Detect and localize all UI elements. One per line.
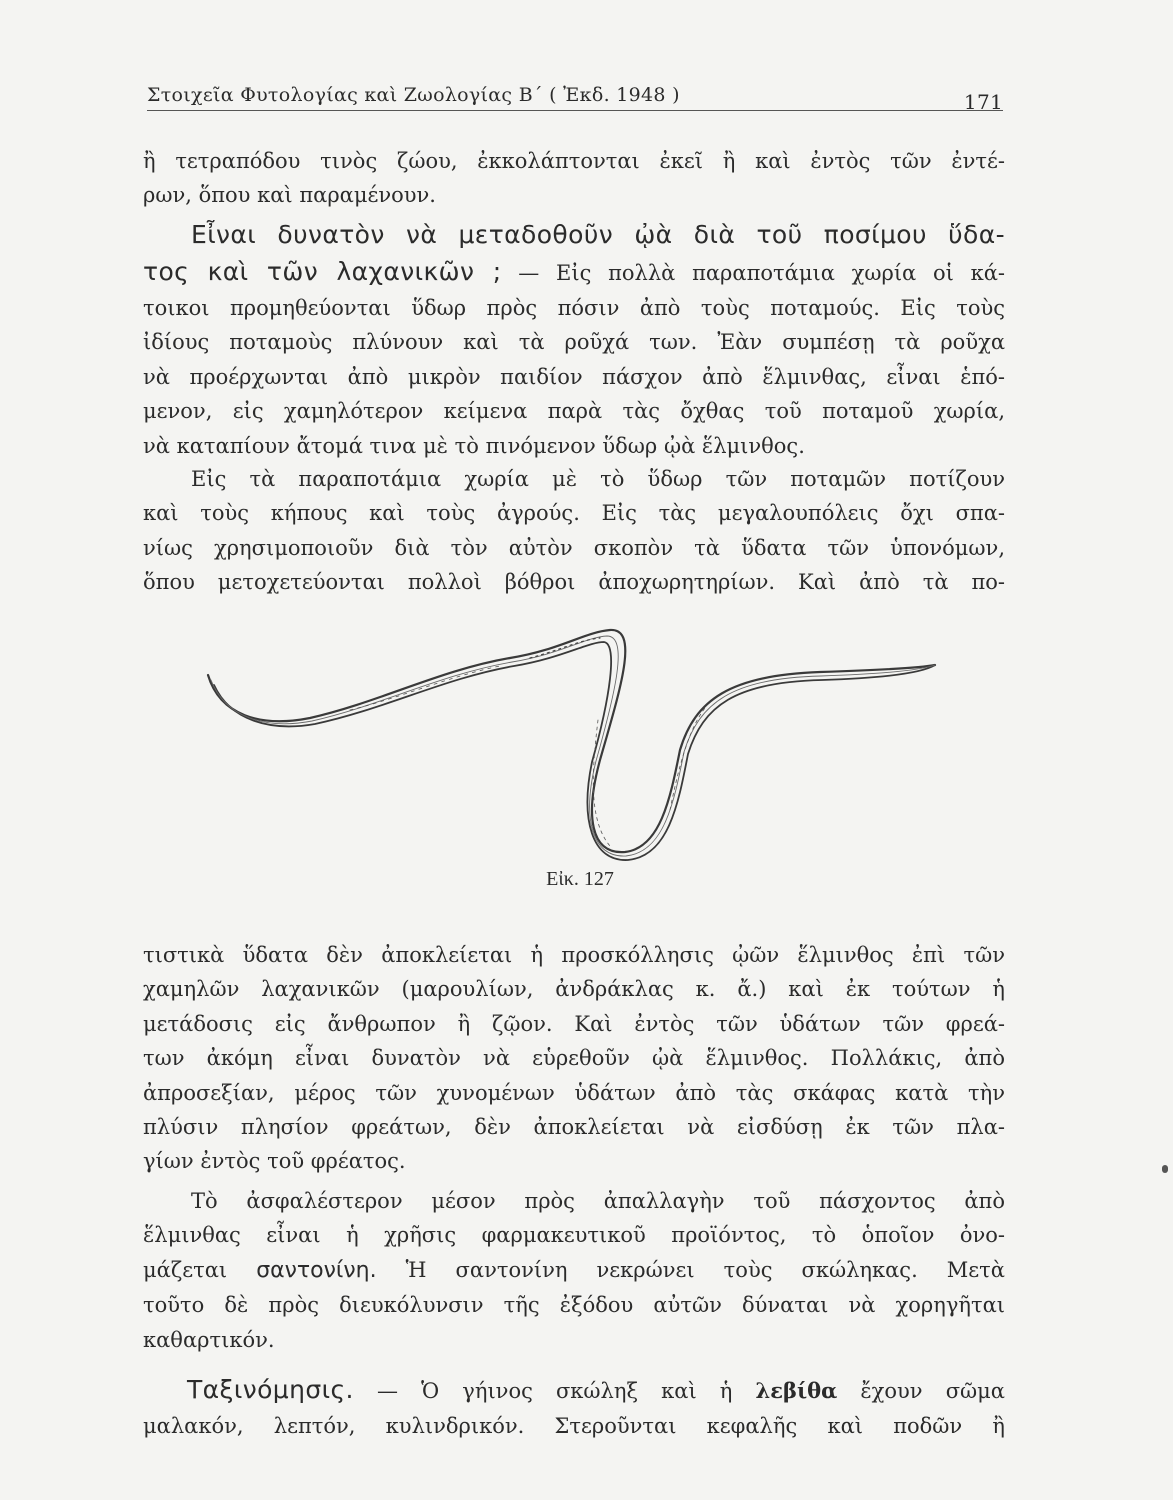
text-line <box>143 1372 1005 1409</box>
text-line: πλύσιν πλησίον φρεάτων, δὲν ἀποκλείεται νὰ εἰσδύσῃ ἐκ τῶν πλα- <box>143 1115 1005 1140</box>
paragraph-3 <box>143 462 1005 600</box>
term-lebitha: λεβίθα <box>755 1378 838 1403</box>
text-line: μαλακόν, λεπτόν, κυλινδρικόν. Στεροῦνται κεφαλῆς καὶ ποδῶν ἢ <box>143 1414 1005 1438</box>
print-speck <box>1162 1165 1168 1173</box>
running-head <box>147 84 1003 114</box>
page-number: 171 <box>963 90 1003 114</box>
text-line <box>143 1253 1005 1288</box>
text-line: νίως χρησιμοποιοῦν διὰ τὸν αὐτὸν σκοπὸν τὰ ὕδατα τῶν ὑπονόμων, <box>143 535 1005 560</box>
text-line: Τὸ ἀσφαλέστερον μέσον πρὸς ἀπαλλαγὴν τοῦ πάσχοντος ἀπὸ <box>191 1189 1005 1213</box>
text-line: γίων ἐντὸς τοῦ φρέατος. <box>143 1149 406 1174</box>
text-line <box>143 254 1005 291</box>
text-line: των ἀκόμη εἶναι δυνατὸν νὰ εὑρεθοῦν ᾠὰ ἕλμινθος. Πολλάκις, ἀπὸ <box>143 1046 1005 1071</box>
text-span: — Ὁ γήινος σκώληξ καὶ ἡ <box>353 1379 756 1403</box>
text-line: τιστικὰ ὕδατα δὲν ἀποκλείεται ἡ προσκόλλησις ᾠῶν ἕλμινθος ἐπὶ τῶν <box>143 943 1005 967</box>
paragraph-2 <box>143 216 1005 463</box>
text-line: ρων, ὅπου καὶ παραμένουν. <box>143 183 436 208</box>
text-line: καὶ τοὺς κήπους καὶ τοὺς ἀγρούς. Εἰς τὰς μεγαλουπόλεις ὄχι σπα- <box>143 501 1005 526</box>
text-line: μετάδοσις εἰς ἄνθρωπον ἢ ζῷον. Καὶ ἐντὸς τῶν ὑδάτων τῶν φρεά- <box>143 1011 1005 1036</box>
text-line: ἰδίους ποταμοὺς πλύνουν καὶ τὰ ροῦχά των. Ἐὰν συμπέσῃ τὰ ροῦχα <box>143 330 1005 355</box>
figure-caption: Εἰκ. 127 <box>546 868 614 890</box>
text-line: νὰ καταπίουν ἄτομά τινα μὲ τὸ πινόμενον ὕδωρ ᾠὰ ἕλμινθος. <box>143 433 805 458</box>
term-santonin: σαντονίνη. <box>256 1257 377 1283</box>
text-span: Ἡ σαντονίνη νεκρώνει τοὺς σκώληκας. Μετὰ <box>376 1257 1005 1282</box>
section-heading: τος καὶ τῶν λαχανικῶν ; <box>143 257 502 286</box>
paragraph-1 <box>143 144 1005 213</box>
roundworm-illustration-icon <box>200 610 960 870</box>
paragraph-4 <box>143 938 1005 1179</box>
text-line: ἀπροσεξίαν, μέρος τῶν χυνομένων ὑδάτων ἀπὸ τὰς σκάφας κατὰ τὴν <box>143 1080 1005 1105</box>
text-line: καθαρτικόν. <box>143 1327 275 1352</box>
running-head-title: Στοιχεῖα Φυτολογίας καὶ Ζωολογίας Β΄ ( Ἐκδ. 1948 ) <box>147 84 680 106</box>
text-line: ἢ τετραπόδου τινὸς ζώου, ἐκκολάπτονται ἐκεῖ ἢ καὶ ἐντὸς τῶν ἐντέ- <box>143 149 1005 173</box>
text-line: Εἰς τὰ παραποτάμια χωρία μὲ τὸ ὕδωρ τῶν ποταμῶν ποτίζουν <box>191 467 1005 491</box>
text-span: ἔχουν σῶμα <box>837 1379 1005 1403</box>
section-heading-line: Εἶναι δυνατὸν νὰ μεταδοθοῦν ᾠὰ διὰ τοῦ ποσίμου ὕδα- <box>191 220 1005 249</box>
text-line: τοῦτο δὲ πρὸς διευκόλυνσιν τῆς ἐξόδου αὐτῶν δύναται νὰ χορηγῆται <box>143 1293 1005 1318</box>
paragraph-6 <box>143 1372 1005 1443</box>
text-span: μάζεται <box>143 1257 257 1282</box>
text-line: χαμηλῶν λαχανικῶν (μαρουλίων, ἀνδράκλας κ. ἄ.) καὶ ἐκ τούτων ἡ <box>143 977 1005 1002</box>
text-span: — Εἰς πολλὰ παραποτάμια χωρία οἱ κά- <box>501 261 1005 285</box>
text-line: νὰ προέρχωνται ἀπὸ μικρὸν παιδίον πάσχον ἀπὸ ἕλμινθας, εἶναι ἑπό- <box>143 364 1005 389</box>
text-line: ὅπου μετοχετεύονται πολλοὶ βόθροι ἀποχωρητηρίων. Καὶ ἀπὸ τὰ πο- <box>143 570 1005 595</box>
paragraph-5 <box>143 1184 1005 1357</box>
text-line: τοικοι προμηθεύονται ὕδωρ πρὸς πόσιν ἀπὸ τοὺς ποταμούς. Εἰς τοὺς <box>143 296 1005 320</box>
section-heading: Ταξινόμησις. <box>187 1375 354 1404</box>
text-line: ἕλμινθας εἶναι ἡ χρῆσις φαρμακευτικοῦ προϊόντος, τὸ ὁποῖον ὀνο- <box>143 1223 1005 1248</box>
text-line: μενον, εἰς χαμηλότερον κείμενα παρὰ τὰς ὄχθας τοῦ ποταμοῦ χωρία, <box>143 399 1005 424</box>
